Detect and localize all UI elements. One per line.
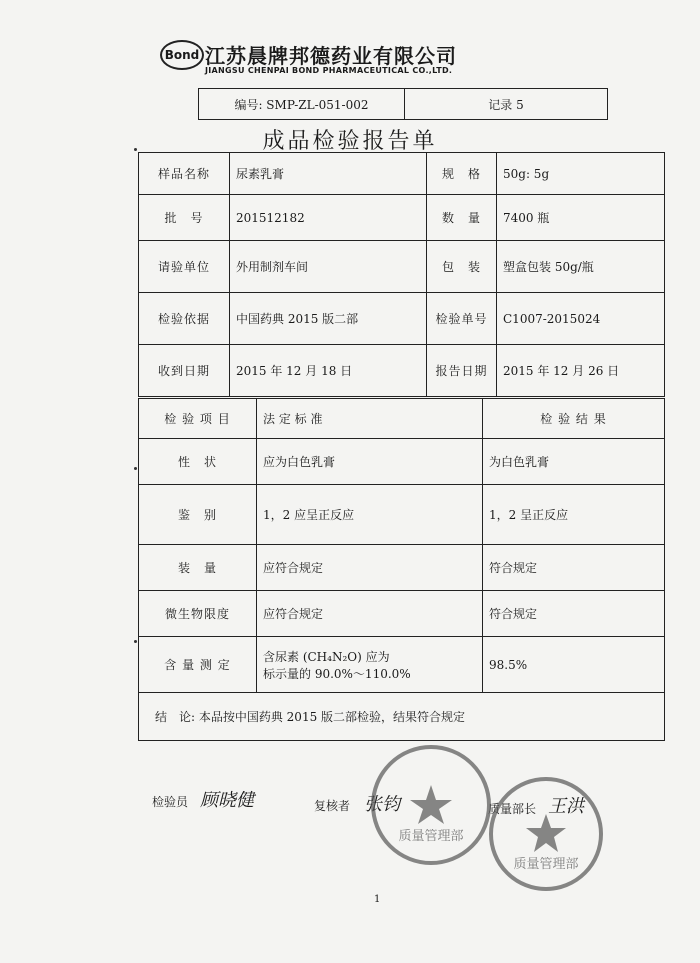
svg-text:质量管理部: 质量管理部 bbox=[398, 829, 464, 844]
company-name-en: JIANGSU CHENPAI BOND PHARMACEUTICAL CO.,LTD. bbox=[205, 66, 453, 75]
svg-text:质量管理部: 质量管理部 bbox=[513, 857, 579, 872]
spec-label: 规 格 bbox=[427, 153, 497, 195]
test-result: 符合规定 bbox=[483, 591, 665, 637]
test-item: 微生物限度 bbox=[139, 591, 257, 637]
batch-label: 批 号 bbox=[139, 195, 230, 241]
binder-mark bbox=[134, 148, 137, 151]
stamp-seal-1 bbox=[366, 740, 496, 870]
table-row bbox=[139, 153, 665, 195]
binder-mark bbox=[134, 467, 137, 470]
test-item: 性 状 bbox=[139, 439, 257, 485]
company-logo: Bond bbox=[160, 40, 204, 70]
spec-value: 50g: 5g bbox=[497, 153, 665, 195]
test-result: 1，2 呈正反应 bbox=[483, 485, 665, 545]
test-standard-cell bbox=[257, 637, 483, 693]
tests-table bbox=[138, 398, 665, 741]
qa-signature: 王洪 bbox=[548, 796, 584, 817]
table-row bbox=[139, 439, 665, 485]
tests-header-result: 检 验 结 果 bbox=[483, 399, 665, 439]
document-code-box bbox=[198, 88, 608, 120]
basis-value: 中国药典 2015 版二部 bbox=[230, 293, 427, 345]
table-row bbox=[139, 591, 665, 637]
document-number: 编号: SMP-ZL-051-002 bbox=[199, 89, 405, 119]
table-row bbox=[139, 399, 665, 439]
table-row bbox=[139, 195, 665, 241]
test-standard: 应符合规定 bbox=[257, 545, 483, 591]
tests-header-standard: 法 定 标 准 bbox=[257, 399, 483, 439]
table-row bbox=[139, 241, 665, 293]
received-value: 2015 年 12 月 18 日 bbox=[230, 345, 427, 397]
inspector-label: 检验员 bbox=[152, 795, 189, 809]
stamp-seal-2 bbox=[484, 772, 608, 896]
inspect-no-value: C1007-2015024 bbox=[497, 293, 665, 345]
reviewer-label: 复核者 bbox=[314, 799, 351, 813]
inspect-no-label: 检验单号 bbox=[427, 293, 497, 345]
package-value: 塑盒包装 50g/瓶 bbox=[497, 241, 665, 293]
test-standard: 应符合规定 bbox=[257, 591, 483, 637]
test-result: 98.5% bbox=[483, 637, 665, 693]
basis-label: 检验依据 bbox=[139, 293, 230, 345]
qa-label: 质量部长 bbox=[488, 802, 537, 816]
page-title: 成品检验报告单 bbox=[262, 129, 438, 154]
requester-label: 请验单位 bbox=[139, 241, 230, 293]
sample-name-value: 尿素乳膏 bbox=[230, 153, 427, 195]
test-item: 含 量 测 定 bbox=[139, 637, 257, 693]
received-label: 收到日期 bbox=[139, 345, 230, 397]
tests-header-item: 检 验 项 目 bbox=[139, 399, 257, 439]
test-standard: 1，2 应呈正反应 bbox=[257, 485, 483, 545]
company-name-cn: 江苏晨牌邦德药业有限公司 bbox=[205, 44, 457, 68]
test-standard: 含尿素 (CH₄N₂O) 应为 bbox=[263, 649, 390, 664]
test-result: 符合规定 bbox=[483, 545, 665, 591]
table-row bbox=[139, 545, 665, 591]
test-item: 装 量 bbox=[139, 545, 257, 591]
test-result: 为白色乳膏 bbox=[483, 439, 665, 485]
conclusion: 结 论: 本品按中国药典 2015 版二部检验，结果符合规定 bbox=[139, 693, 665, 741]
table-row bbox=[139, 345, 665, 397]
report-date-label: 报告日期 bbox=[427, 345, 497, 397]
test-standard-line2: 标示量的 90.0%～110.0% bbox=[263, 666, 411, 681]
package-label: 包 装 bbox=[427, 241, 497, 293]
batch-value: 201512182 bbox=[230, 195, 427, 241]
quantity-value: 7400 瓶 bbox=[497, 195, 665, 241]
table-row bbox=[139, 693, 665, 741]
sample-name-label: 样品名称 bbox=[139, 153, 230, 195]
binder-mark bbox=[134, 640, 137, 643]
test-item: 鉴 别 bbox=[139, 485, 257, 545]
table-row bbox=[139, 293, 665, 345]
report-date-value: 2015 年 12 月 26 日 bbox=[497, 345, 665, 397]
test-standard: 应为白色乳膏 bbox=[257, 439, 483, 485]
quantity-label: 数 量 bbox=[427, 195, 497, 241]
page-number: 1 bbox=[374, 894, 381, 905]
table-row bbox=[139, 637, 665, 693]
inspection-report-table bbox=[138, 152, 665, 397]
table-row bbox=[139, 485, 665, 545]
requester-value: 外用制剂车间 bbox=[230, 241, 427, 293]
record-number: 记录 5 bbox=[488, 97, 524, 112]
inspector-signature: 顾晓健 bbox=[200, 790, 254, 811]
reviewer-signature: 张钧 bbox=[364, 794, 400, 815]
